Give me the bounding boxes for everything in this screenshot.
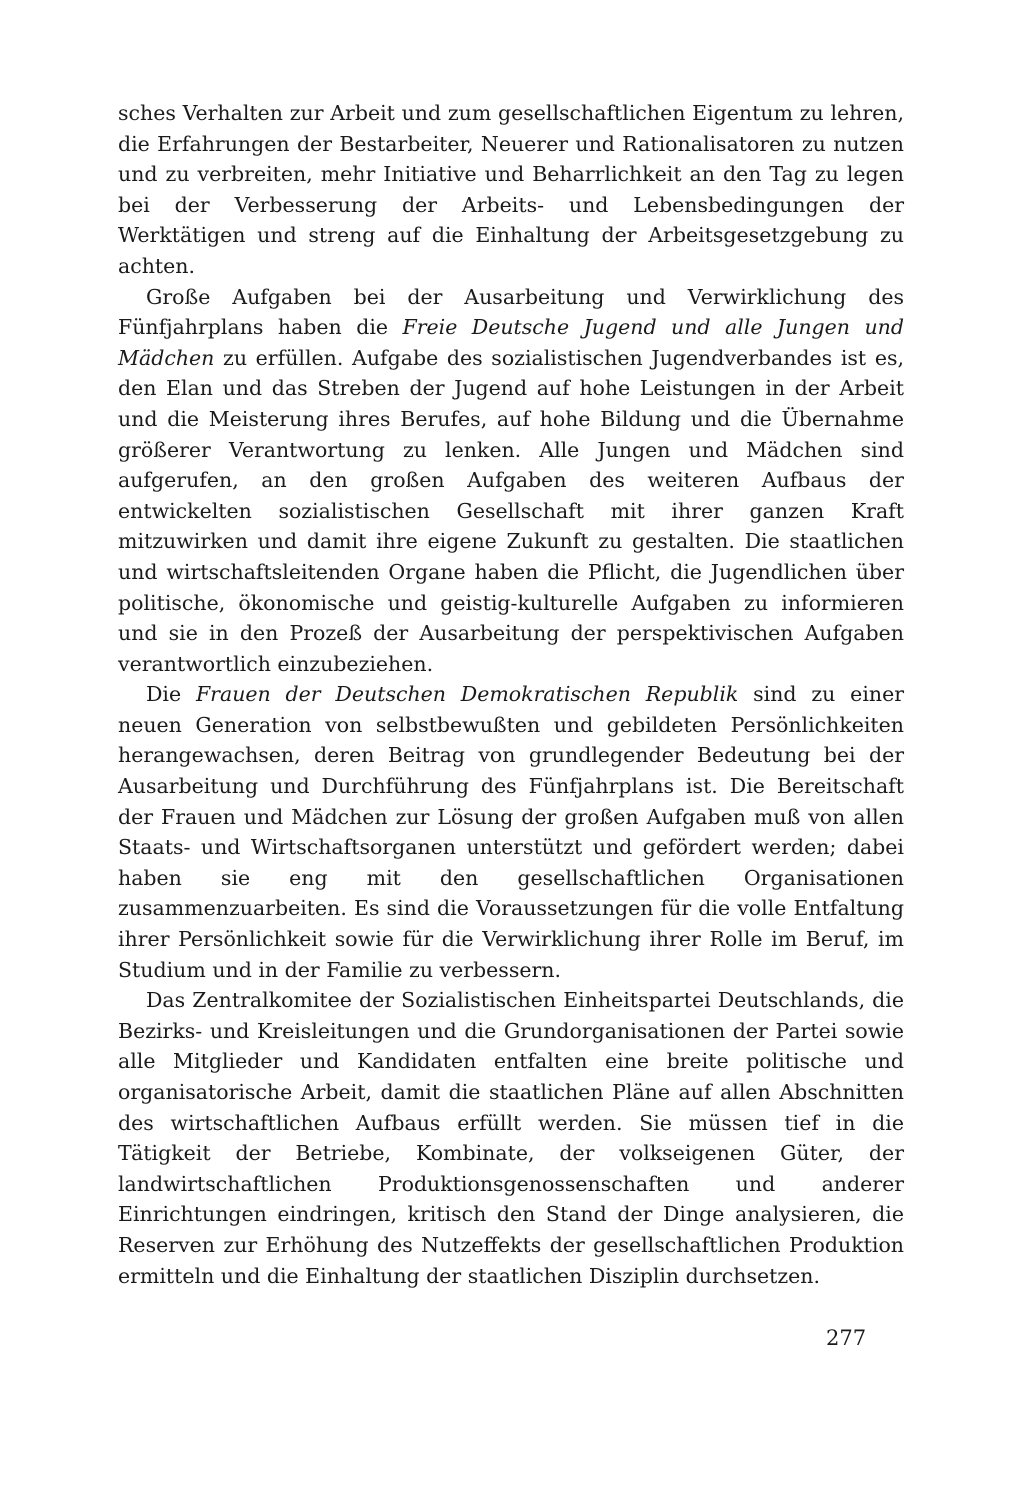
paragraph-text: Große Aufgaben bei der Ausarbeitung und Verwirklichung des Fünfjahrplans haben die (118, 284, 904, 340)
emphasized-text: Freie Deutsche Jugend und alle Jungen und Mädchen (118, 315, 904, 370)
emphasized-text: Frauen der Deutschen Demokratischen Republik (195, 682, 739, 707)
page-number: 277 (826, 1326, 867, 1350)
paragraph-text: zu erfüllen. Aufgabe des sozialistischen Jugendverbandes ist es, den Elan und das Streben der Jugend auf hohe Leistungen in der Arbeit und die Meisterung ihres Berufes, auf hohe Bildung und die Übernahme größerer Verantwortung zu lenken. Alle Jungen und Mädchen sind aufgerufen, an den großen Aufgaben des weiteren Aufbaus der entwickelten sozialistischen Gesellschaft mit ihrer ganzen Kraft mitzuwirken und damit ihre eigene Zukunft zu gestalten. Die staatlichen und wirtschaftsleitenden Organe haben die Pflicht, die Jugendlichen über politische, ökonomische und geistig-kulturelle Aufgaben zu informieren und sie in den Prozeß der Ausarbeitung der perspektivischen Aufgaben verantwortlich einzubeziehen. (118, 345, 904, 676)
body-text (118, 98, 904, 1291)
paragraph (118, 679, 904, 985)
paragraph-text: sches Verhalten zur Arbeit und zum gesellschaftlichen Eigentum zu lehren, die Erfahrungen der Bestarbeiter, Neuerer und Rationalisatoren zu nutzen und zu verbreiten, mehr Initiative und Beharrlichkeit an den Tag zu legen bei der Verbesserung der Arbeits- und Lebensbedingungen der Werktätigen und streng auf die Einhaltung der Arbeitsgesetzgebung zu achten. (118, 101, 904, 278)
paragraph (118, 98, 904, 282)
paragraph-text: Das Zentralkomitee der Sozialistischen Einheitspartei Deutschlands, die Bezirks- und Kreisleitungen und die Grundorganisationen der Partei sowie alle Mitglieder und Kandidaten entfalten eine breite politische und organisatorische Arbeit, damit die staatlichen Pläne auf allen Abschnitten des wirtschaftlichen Aufbaus erfüllt werden. Sie müssen tief in die Tätigkeit der Betriebe, Kombinate, der volkseigenen Güter, der landwirtschaftlichen Produktionsgenossenschaften und anderer Einrichtungen eindringen, kritisch den Stand der Dinge analysieren, die Reserven zur Erhöhung des Nutzeffekts der gesellschaftlichen Produktion ermitteln und die Einhaltung der staatlichen Disziplin durchsetzen. (118, 988, 904, 1288)
paragraph (118, 282, 904, 680)
paragraph-text: Die (146, 682, 196, 707)
paragraph-text: sind zu einer neuen Generation von selbstbewußten und gebildeten Persönlichkeiten herangewachsen, deren Beitrag von grundlegender Bedeutung bei der Ausarbeitung und Durchführung des Fünfjahrplans ist. Die Bereitschaft der Frauen und Mädchen zur Lösung der großen Aufgaben muß von allen Staats- und Wirtschaftsorganen unterstützt und gefördert werden; dabei haben sie eng mit den gesellschaftlichen Organisationen zusammenzuarbeiten. Es sind die Voraussetzungen für die volle Entfaltung ihrer Persönlichkeit sowie für die Verwirklichung ihrer Rolle im Beruf, im Studium und in der Familie zu verbessern. (118, 682, 905, 982)
paragraph (118, 985, 904, 1291)
